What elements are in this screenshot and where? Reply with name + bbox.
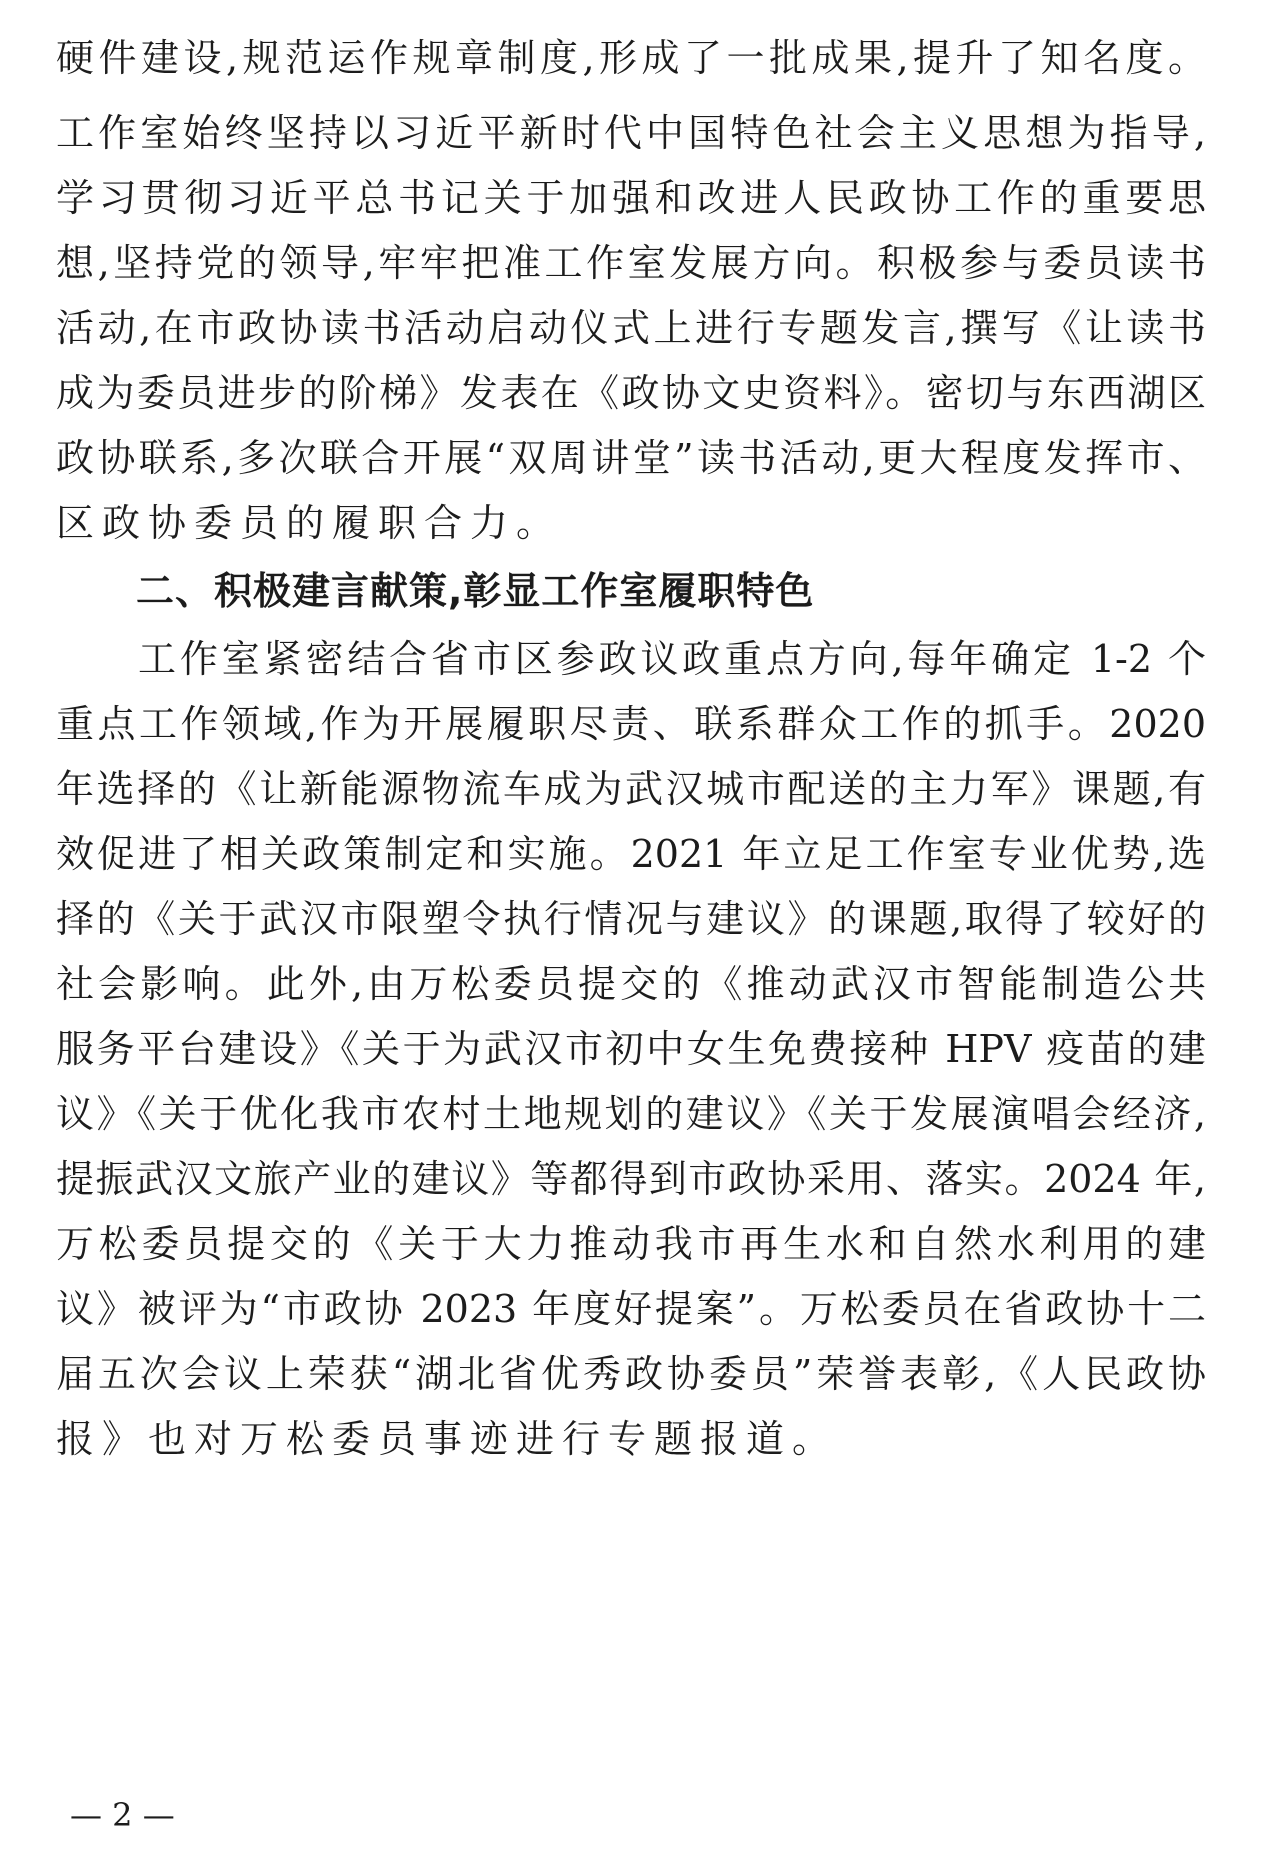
paragraph-line: 议》被评为“市政协 2023 年度好提案”。万松委员在省政协十二 [56, 1287, 1206, 1331]
paragraph-line: 议》《关于优化我市农村土地规划的建议》《关于发展演唱会经济, [56, 1092, 1206, 1136]
paragraph-line: 重点工作领域,作为开展履职尽责、联系群众工作的抓手。2020 [56, 702, 1206, 746]
paragraph-line: 成为委员进步的阶梯》发表在《政协文史资料》。密切与东西湖区 [56, 371, 1206, 415]
paragraph-line: 提振武汉文旅产业的建议》等都得到市政协采用、落实。2024 年, [56, 1157, 1206, 1201]
paragraph-line: 社会影响。此外,由万松委员提交的《推动武汉市智能制造公共 [56, 962, 1206, 1006]
section-heading: 二、积极建言献策,彰显工作室履职特色 [136, 569, 815, 613]
paragraph-line: 学习贯彻习近平总书记关于加强和改进人民政协工作的重要思 [56, 176, 1206, 220]
paragraph-line: 区政协委员的履职合力。 [56, 501, 563, 545]
paragraph-line: 届五次会议上荣获“湖北省优秀政协委员”荣誉表彰,《人民政协 [56, 1352, 1206, 1396]
paragraph-line: 年选择的《让新能源物流车成为武汉城市配送的主力军》课题,有 [56, 767, 1206, 811]
paragraph-line: 政协联系,多次联合开展“双周讲堂”读书活动,更大程度发挥市、 [56, 436, 1206, 480]
paragraph-line: 想,坚持党的领导,牢牢把准工作室发展方向。积极参与委员读书 [56, 241, 1206, 285]
paragraph-line: 万松委员提交的《关于大力推动我市再生水和自然水利用的建 [56, 1222, 1206, 1266]
paragraph-line: 服务平台建设》《关于为武汉市初中女生免费接种 HPV 疫苗的建 [56, 1027, 1206, 1071]
page-number: — 2 — [70, 1796, 175, 1834]
paragraph-line: 报》也对万松委员事迹进行专题报道。 [56, 1417, 839, 1461]
paragraph-line: 活动,在市政协读书活动启动仪式上进行专题发言,撰写《让读书 [56, 306, 1206, 350]
paragraph-line: 择的《关于武汉市限塑令执行情况与建议》的课题,取得了较好的 [56, 897, 1206, 941]
paragraph-line: 工作室紧密结合省市区参政议政重点方向,每年确定 1-2 个 [138, 637, 1206, 681]
paragraph-line: 工作室始终坚持以习近平新时代中国特色社会主义思想为指导, [56, 111, 1206, 155]
paragraph-line: 效促进了相关政策制定和实施。2021 年立足工作室专业优势,选 [56, 832, 1206, 876]
paragraph-line: 硬件建设,规范运作规章制度,形成了一批成果,提升了知名度。 [56, 36, 1206, 80]
